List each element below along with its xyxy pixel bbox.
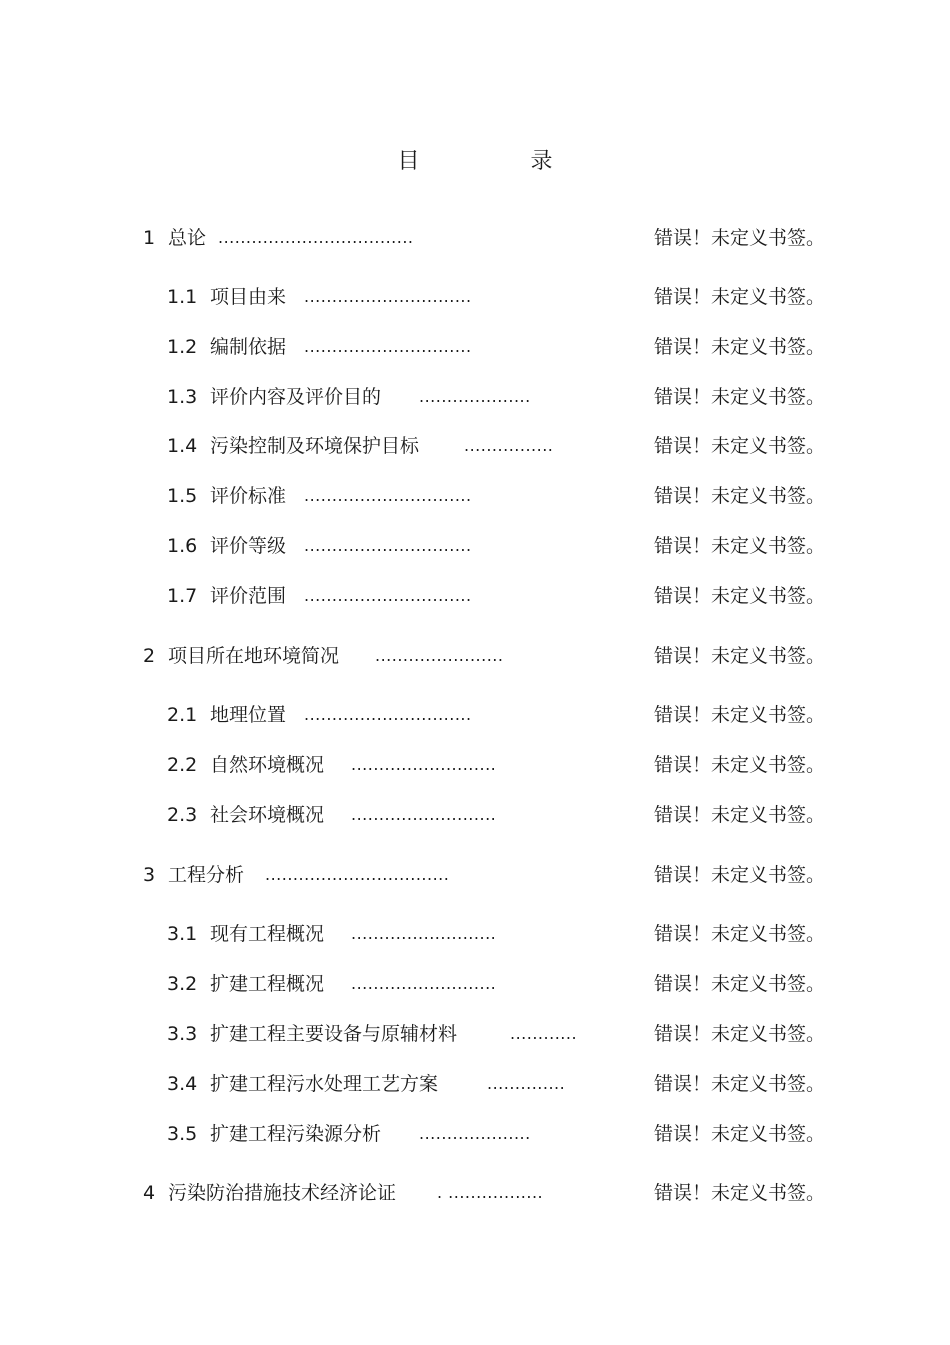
toc-entry-label: 地理位置 xyxy=(210,704,287,726)
toc-entry-page: 错误！未定义书签。 xyxy=(654,754,826,776)
toc-entry-number: 1.2 xyxy=(167,336,198,358)
toc-entry-number: 1.6 xyxy=(167,535,198,557)
toc-leader-dots: .............................. xyxy=(304,486,472,505)
toc-leader-dots: ................................. xyxy=(265,865,450,884)
toc-leader-dots: .............................. xyxy=(304,536,472,555)
toc-leader-dots: .............. xyxy=(487,1074,566,1093)
toc-entry-1-3[interactable] xyxy=(0,382,950,412)
toc-entry-2[interactable] xyxy=(0,641,950,671)
toc-entry-3-3[interactable] xyxy=(0,1019,950,1049)
toc-leader-dots: ................................... xyxy=(218,228,414,247)
toc-leader-dots: .......................... xyxy=(351,974,497,993)
toc-leader-dots: .......................... xyxy=(351,755,497,774)
toc-entry-page: 错误！未定义书签。 xyxy=(654,585,826,607)
page-title: 目 录 xyxy=(397,149,605,174)
toc-entry-1-5[interactable] xyxy=(0,481,950,511)
toc-entry-page: 错误！未定义书签。 xyxy=(654,645,826,667)
toc-entry-number: 3.4 xyxy=(167,1073,198,1095)
toc-entry-page: 错误！未定义书签。 xyxy=(654,286,826,308)
toc-entry-1-4[interactable] xyxy=(0,431,950,461)
toc-entry-label: 评价内容及评价目的 xyxy=(210,386,382,408)
toc-entry-label: 污染防治措施技术经济论证 xyxy=(168,1182,397,1204)
toc-leader-dots: .............................. xyxy=(304,287,472,306)
toc-entry-number: 2 xyxy=(143,645,156,667)
toc-entry-label: 评价等级 xyxy=(210,535,287,557)
toc-entry-label: 现有工程概况 xyxy=(210,923,325,945)
toc-entry-1[interactable] xyxy=(0,223,950,253)
toc-entry-label: 污染控制及环境保护目标 xyxy=(210,435,420,457)
toc-entry-4[interactable] xyxy=(0,1178,950,1208)
toc-entry-label: 扩建工程主要设备与原辅材料 xyxy=(210,1023,458,1045)
toc-entry-number: 3 xyxy=(143,864,156,886)
toc-leader-dots: ................ xyxy=(464,436,554,455)
toc-entry-label: 社会环境概况 xyxy=(210,804,325,826)
toc-entry-number: 3.5 xyxy=(167,1123,198,1145)
toc-entry-label: 扩建工程污染源分析 xyxy=(210,1123,382,1145)
toc-entry-3-4[interactable] xyxy=(0,1069,950,1099)
toc-entry-label: 自然环境概况 xyxy=(210,754,325,776)
toc-entry-page: 错误！未定义书签。 xyxy=(654,864,826,886)
toc-entry-label: 评价标准 xyxy=(210,485,287,507)
toc-entry-3[interactable] xyxy=(0,860,950,890)
toc-entry-number: 2.1 xyxy=(167,704,198,726)
toc-leader-dots: .......................... xyxy=(351,924,497,943)
toc-entry-label: 工程分析 xyxy=(168,864,245,886)
toc-leader-dots: ....................... xyxy=(375,646,504,665)
toc-entry-number: 1.1 xyxy=(167,286,198,308)
toc-entry-label: 扩建工程概况 xyxy=(210,973,325,995)
toc-entry-page: 错误！未定义书签。 xyxy=(654,435,826,457)
toc-entry-3-2[interactable] xyxy=(0,969,950,999)
toc-entry-1-2[interactable] xyxy=(0,332,950,362)
toc-entry-2-1[interactable] xyxy=(0,700,950,730)
toc-entry-3-1[interactable] xyxy=(0,919,950,949)
toc-entry-number: 1.4 xyxy=(167,435,198,457)
toc-leader-dots: .............................. xyxy=(304,586,472,605)
toc-entry-3-5[interactable] xyxy=(0,1119,950,1149)
toc-entry-number: 1.5 xyxy=(167,485,198,507)
toc-entry-page: 错误！未定义书签。 xyxy=(654,704,826,726)
toc-entry-number: 4 xyxy=(143,1182,156,1204)
toc-entry-label: 总论 xyxy=(168,227,207,249)
toc-leader-dots: .......................... xyxy=(351,805,497,824)
toc-entry-2-2[interactable] xyxy=(0,750,950,780)
toc-entry-number: 3.2 xyxy=(167,973,198,995)
toc-leader-dots: .............................. xyxy=(304,705,472,724)
toc-entry-2-3[interactable] xyxy=(0,800,950,830)
toc-entry-label: 编制依据 xyxy=(210,336,287,358)
toc-entry-number: 3.3 xyxy=(167,1023,198,1045)
toc-entry-page: 错误！未定义书签。 xyxy=(654,973,826,995)
toc-entry-page: 错误！未定义书签。 xyxy=(654,1123,826,1145)
toc-entry-number: 1.7 xyxy=(167,585,198,607)
toc-leader-dots: .................... xyxy=(419,387,531,406)
toc-entry-label: 扩建工程污水处理工艺方案 xyxy=(210,1073,439,1095)
toc-entry-page: 错误！未定义书签。 xyxy=(654,386,826,408)
toc-entry-label: 评价范围 xyxy=(210,585,287,607)
toc-leader-dots: .............................. xyxy=(304,337,472,356)
toc-leader-dots: ............ xyxy=(510,1024,578,1043)
toc-entry-page: 错误！未定义书签。 xyxy=(654,1182,826,1204)
toc-entry-1-1[interactable] xyxy=(0,282,950,312)
toc-entry-page: 错误！未定义书签。 xyxy=(654,535,826,557)
toc-entry-page: 错误！未定义书签。 xyxy=(654,804,826,826)
toc-entry-label: 项目由来 xyxy=(210,286,287,308)
toc-entry-1-7[interactable] xyxy=(0,581,950,611)
toc-entry-number: 1.3 xyxy=(167,386,198,408)
toc-entry-page: 错误！未定义书签。 xyxy=(654,923,826,945)
toc-entry-number: 2.2 xyxy=(167,754,198,776)
toc-entry-label: 项目所在地环境简况 xyxy=(168,645,340,667)
toc-entry-page: 错误！未定义书签。 xyxy=(654,1023,826,1045)
toc-entry-number: 1 xyxy=(143,227,156,249)
toc-entry-page: 错误！未定义书签。 xyxy=(654,485,826,507)
toc-entry-page: 错误！未定义书签。 xyxy=(654,336,826,358)
toc-leader-dots: . ................. xyxy=(437,1183,544,1202)
toc-entry-page: 错误！未定义书签。 xyxy=(654,227,826,249)
toc-leader-dots: .................... xyxy=(419,1124,531,1143)
toc-entry-number: 3.1 xyxy=(167,923,198,945)
toc-entry-page: 错误！未定义书签。 xyxy=(654,1073,826,1095)
toc-entry-number: 2.3 xyxy=(167,804,198,826)
toc-entry-1-6[interactable] xyxy=(0,531,950,561)
